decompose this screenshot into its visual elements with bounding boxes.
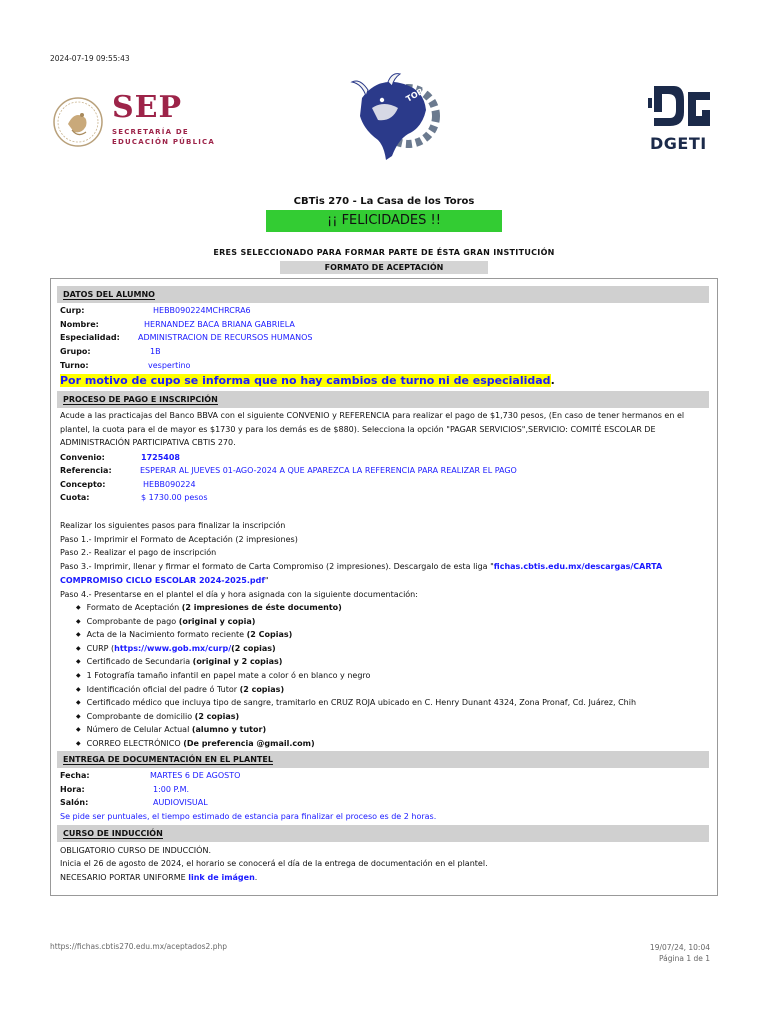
curso-line-2: Inicia el 26 de agosto de 2024, el horario se conocerá el día de la entrega de documentación en el plantel. (60, 859, 488, 868)
referencia-label: Referencia: (60, 466, 112, 475)
concepto-value: HEBB090224 (143, 480, 196, 489)
pago-intro: Acude a las practicajas del Banco BBVA con el siguiente CONVENIO y REFERENCIA para realizar el pago de $1,730 pesos, (En caso de tener hermanos en el plantel, la cuota para el de mayor es $1730 y para los demás es de $880). Selecciona la opción "PAGAR SERVICIOS",SERVICIO: COMITÉ ESCOLAR DE ADMINISTRACIÓN PARTICIPATIVA CBTIS 270. (60, 411, 685, 448)
nombre-value: HERNANDEZ BACA BRIANA GABRIELA (144, 320, 295, 329)
paso-3: Paso 3.- Imprimir, llenar y firmar el formato de Carta Compromiso (2 impresiones). Descargalo de esta liga "fichas.cbtis.edu.mx/descargas/CARTA COMPROMISO CICLO ESCOLAR 2024-2025.pdf" (60, 562, 663, 585)
sep-logo (52, 90, 222, 156)
section-entrega-documentacion (57, 751, 709, 768)
section-heading: PROCESO DE PAGO E INSCRIPCIÓN (63, 395, 218, 404)
notice-cupo (60, 374, 555, 387)
formato-title: FORMATO DE ACEPTACIÓN (280, 261, 488, 274)
list-item: ◆ CURP (https://www.gob.mx/curp/(2 copias) (76, 642, 636, 656)
print-timestamp: 2024-07-19 09:55:43 (50, 54, 130, 63)
selected-message: ERES SELECCIONADO PARA FORMAR PARTE DE ÉSTA GRAN INSTITUCIÓN (213, 248, 555, 257)
section-curso-induccion (57, 825, 709, 842)
list-item: ◆ Formato de Aceptación (2 impresiones de éste documento) (76, 601, 636, 615)
footer-date-page (600, 942, 710, 964)
notice-highlight: Por motivo de cupo se informa que no hay cambios de turno ni de especialidad (60, 374, 551, 387)
footer-date: 19/07/24, 10:04 (649, 943, 710, 952)
dgeti-mark-icon (640, 82, 716, 132)
sep-subtitle-line2: EDUCACIÓN PÚBLICA (112, 138, 215, 146)
dgeti-wordmark: DGETI (650, 134, 707, 153)
convenio-value: 1725408 (141, 453, 180, 462)
grupo-value: 1B (150, 347, 161, 356)
carta-compromiso-link[interactable]: fichas.cbtis.edu.mx/descargas/CARTA COMPROMISO CICLO ESCOLAR 2024-2025.pdf (60, 562, 663, 585)
hora-value: 1:00 P.M. (153, 785, 190, 794)
list-item: ◆ Comprobante de pago (original y copia) (76, 615, 636, 629)
sep-subtitle-line1: SECRETARÍA DE (112, 128, 189, 136)
puntualidad-note: Se pide ser puntuales, el tiempo estimado de estancia para finalizar el proceso es de 2 horas. (60, 812, 437, 821)
list-item: ◆ Certificado médico que incluya tipo de sangre, tramitarlo en CRUZ ROJA ubicado en C. Henry Dunant 4324, Zona Pronaf, Cd. Juárez, Chih (76, 696, 636, 710)
list-item: ◆ Identificación oficial del padre ó Tutor (2 copias) (76, 683, 636, 697)
convenio-label: Convenio: (60, 453, 105, 462)
salon-label: Salón: (60, 798, 89, 807)
section-datos-alumno (57, 286, 709, 303)
cuota-label: Cuota: (60, 493, 90, 502)
section-heading: CURSO DE INDUCCIÓN (63, 829, 163, 838)
section-proceso-pago (57, 391, 709, 408)
toros-logo-text: TOROS (404, 80, 436, 104)
cuota-value: $ 1730.00 pesos (141, 493, 208, 502)
sep-wordmark: SEP (112, 90, 183, 125)
curp-label: Curp: (60, 306, 85, 315)
paso-1: Paso 1.- Imprimir el Formato de Aceptación (2 impresiones) (60, 535, 298, 544)
footer-page-number: Página 1 de 1 (658, 954, 710, 963)
turno-label: Turno: (60, 361, 89, 370)
mexico-seal-icon (52, 94, 104, 150)
nombre-label: Nombre: (60, 320, 99, 329)
list-item: ◆ Certificado de Secundaria (original y 2 copias) (76, 655, 636, 669)
list-item: ◆ Número de Celular Actual (alumno y tutor) (76, 723, 636, 737)
list-item: ◆ Comprobante de domicilio (2 copias) (76, 710, 636, 724)
list-item: ◆ Acta de la Nacimiento formato reciente (2 Copias) (76, 628, 636, 642)
documentos-list (76, 601, 636, 751)
hora-label: Hora: (60, 785, 85, 794)
especialidad-label: Especialidad: (60, 333, 120, 342)
list-item: ◆ 1 Fotografía tamaño infantil en papel mate a color ó en blanco y negro (76, 669, 636, 683)
footer-url: https://fichas.cbtis270.edu.mx/aceptados2.php (50, 942, 227, 951)
list-item: ◆ CORREO ELECTRÓNICO (De preferencia @gmail.com) (76, 737, 636, 751)
paso-2: Paso 2.- Realizar el pago de inscripción (60, 548, 217, 557)
curso-line-1: OBLIGATORIO CURSO DE INDUCCIÓN. (60, 846, 211, 855)
section-heading: ENTREGA DE DOCUMENTACIÓN EN EL PLANTEL (63, 755, 273, 764)
fecha-label: Fecha: (60, 771, 90, 780)
toros-bull-logo (348, 68, 444, 168)
uniforme-image-link[interactable]: link de imágen (188, 873, 255, 882)
curp-value: HEBB090224MCHRCRA6 (153, 306, 251, 315)
felicidades-banner: ¡¡ FELICIDADES !! (266, 210, 502, 232)
dgeti-logo (640, 82, 716, 156)
curp-link[interactable]: https://www.gob.mx/curp/ (114, 643, 232, 653)
fecha-value: MARTES 6 DE AGOSTO (150, 771, 241, 780)
school-name: CBTis 270 - La Casa de los Toros (293, 196, 475, 207)
turno-value: vespertino (148, 361, 191, 370)
referencia-value: ESPERAR AL JUEVES 01-AGO-2024 A QUE APAREZCA LA REFERENCIA PARA REALIZAR EL PAGO (140, 466, 517, 475)
especialidad-value: ADMINISTRACION DE RECURSOS HUMANOS (138, 333, 313, 342)
concepto-label: Concepto: (60, 480, 106, 489)
grupo-label: Grupo: (60, 347, 91, 356)
paso-4: Paso 4.- Presentarse en el plantel el día y hora asignada con la siguiente documentación: (60, 590, 418, 599)
curso-line-3: NECESARIO PORTAR UNIFORME link de imágen. (60, 873, 258, 882)
section-heading: DATOS DEL ALUMNO (63, 290, 155, 299)
pasos-intro: Realizar los siguientes pasos para finalizar la inscripción (60, 521, 286, 530)
salon-value: AUDIOVISUAL (153, 798, 208, 807)
notice-end: . (550, 374, 555, 387)
